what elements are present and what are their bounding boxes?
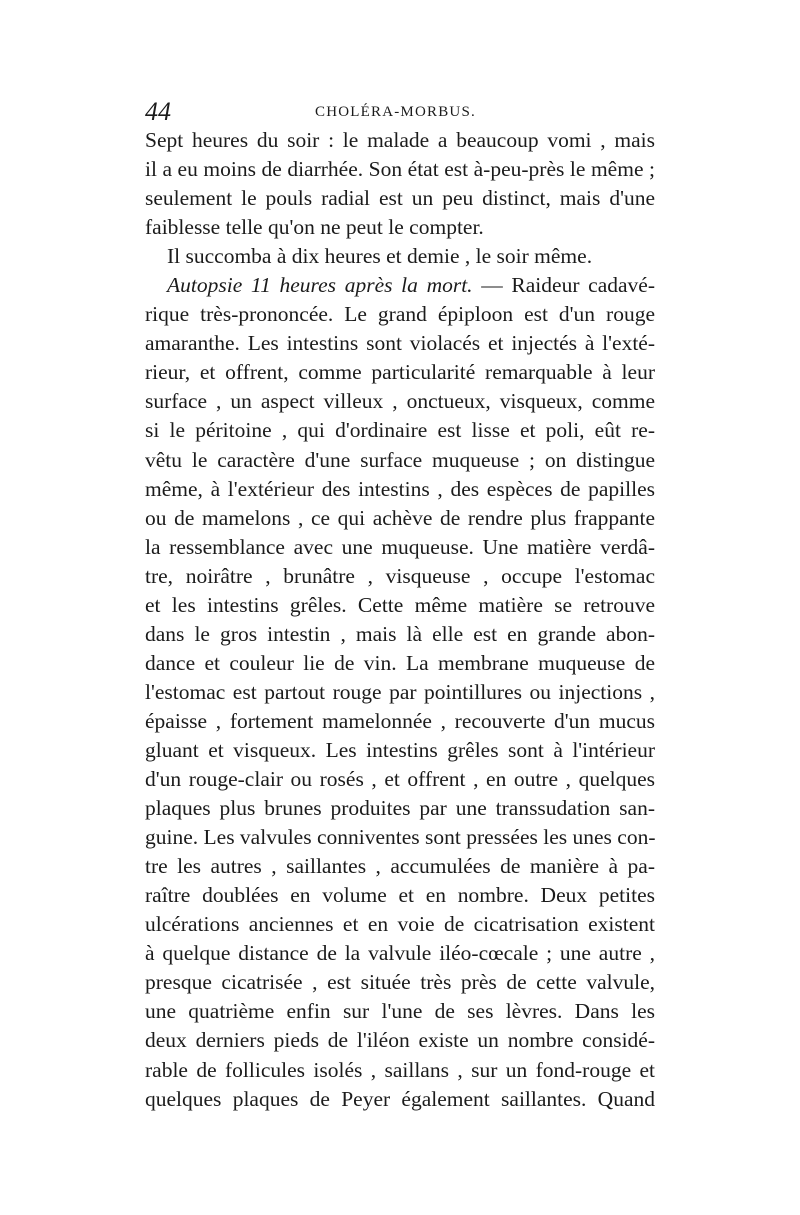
text-line: il a eu moins de diarrhée. Son état est à-peu-près le même ; (145, 157, 655, 182)
autopsy-heading: Autopsie 11 heures après la mort. (167, 273, 473, 298)
text-line: raître doublées en volume et en nombre. Deux petites (145, 883, 655, 908)
text-line: rieur, et offrent, comme particularité remarquable à leur (145, 360, 655, 385)
text-line: vêtu le caractère d'une surface muqueuse ; on distingue (145, 447, 655, 472)
text-line: plaques plus brunes produites par une transsudation san- (145, 796, 655, 821)
text-line: épaisse , fortement mamelonnée , recouverte d'un mucus (145, 708, 655, 733)
text-line: deux derniers pieds de l'iléon existe un nombre considé- (145, 1028, 655, 1053)
autopsy-lead-line (145, 271, 655, 300)
text-line: à quelque distance de la valvule iléo-cœcale ; une autre , (145, 941, 655, 966)
text-line: rique très-prononcée. Le grand épiploon est d'un rouge (145, 302, 655, 327)
text-line: surface , un aspect villeux , onctueux, visqueux, comme (145, 389, 655, 414)
text-line: rable de follicules isolés , saillans , sur un fond-rouge et (145, 1057, 655, 1082)
text-line: dance et couleur lie de vin. La membrane muqueuse de (145, 650, 655, 675)
text-line: guine. Les valvules conniventes sont pressées les unes con- (145, 825, 655, 850)
running-head: CHOLÉRA-MORBUS. (315, 104, 476, 120)
text-line: dans le gros intestin , mais là elle est en grande abon- (145, 621, 655, 646)
text-line: tre, noirâtre , brunâtre , visqueuse , occupe l'estomac (145, 563, 655, 588)
text-line: faiblesse telle qu'on ne peut le compter. (145, 215, 484, 240)
text-line: une quatrième enfin sur l'une de ses lèvres. Dans les (145, 999, 655, 1024)
autopsy-lead-rest: — Raideur cadavé- (472, 273, 655, 298)
body-text (145, 126, 655, 1114)
text-line: presque cicatrisée , est située très près de cette valvule, (145, 970, 655, 995)
text-line: tre les autres , saillantes , accumulées de manière à pa- (145, 854, 655, 879)
text-line: l'estomac est partout rouge par pointillures ou injections , (145, 679, 655, 704)
text-line: d'un rouge-clair ou rosés , et offrent , en outre , quelques (145, 767, 655, 792)
text-line: seulement le pouls radial est un peu distinct, mais d'une (145, 186, 655, 211)
text-line: et les intestins grêles. Cette même matière se retrouve (145, 592, 655, 617)
text-line: si le péritoine , qui d'ordinaire est lisse et poli, eût re- (145, 418, 655, 443)
text-line: la ressemblance avec une muqueuse. Une matière verdâ- (145, 534, 655, 559)
page-header (145, 97, 665, 127)
text-line: même, à l'extérieur des intestins , des espèces de papilles (145, 476, 655, 501)
text-line: ou de mamelons , ce qui achève de rendre plus frappante (145, 505, 655, 530)
text-line: quelques plaques de Peyer également saillantes. Quand (145, 1086, 655, 1111)
text-line: ulcérations anciennes et en voie de cicatrisation existent (145, 912, 655, 937)
text-line: amaranthe. Les intestins sont violacés et injectés à l'exté- (145, 331, 655, 356)
text-line: Sept heures du soir : le malade a beaucoup vomi , mais (145, 128, 655, 152)
text-line: gluant et visqueux. Les intestins grêles sont à l'intérieur (145, 737, 655, 762)
text-line: Il succomba à dix heures et demie , le soir même. (167, 244, 593, 269)
page-number: 44 (145, 97, 171, 126)
